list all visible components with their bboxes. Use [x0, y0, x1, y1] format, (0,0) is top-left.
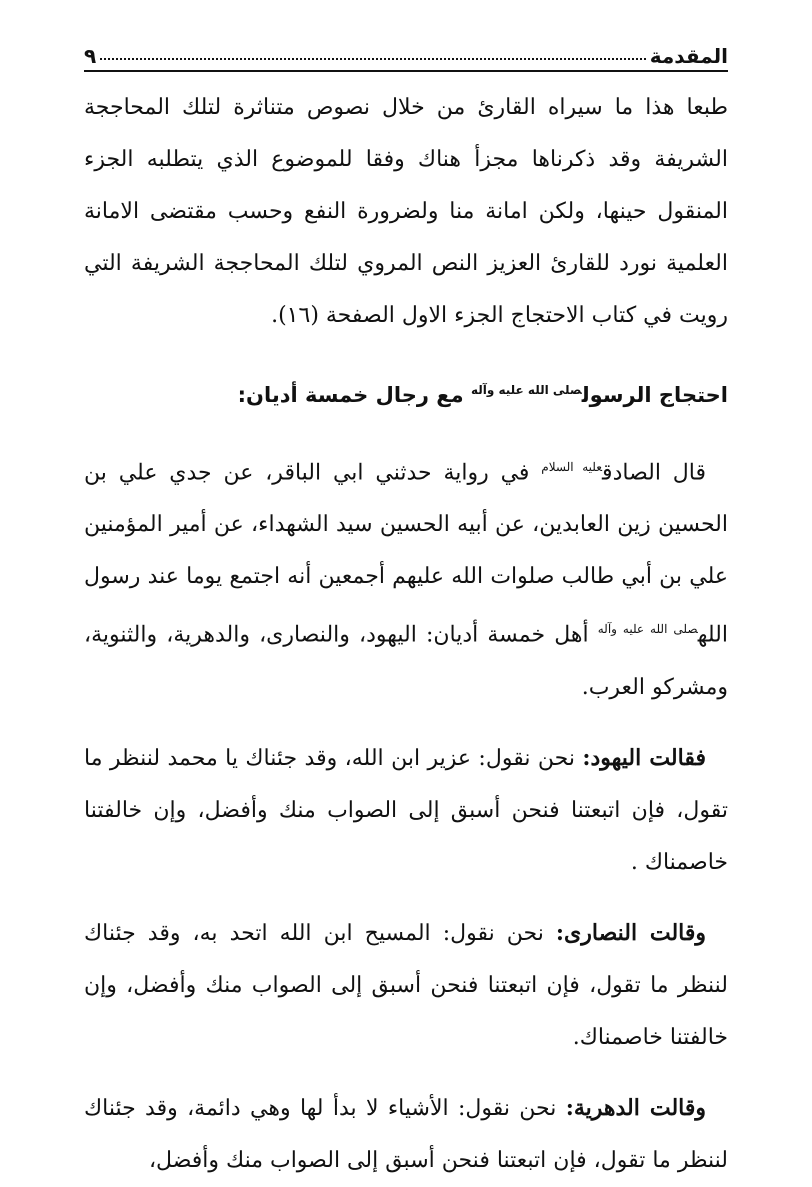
jews-lead: فقالت اليهود: [582, 744, 706, 771]
section-heading [84, 364, 728, 421]
heading-text-b: مع رجال خمسة أديان: [237, 383, 471, 407]
dahriya-text: نحن نقول: الأشياء لا بدأ لها وهي دائمة، وقد جئناك لننظر ما تقول، فإن اتبعتنا فنحن أسبق إلى الصواب منك وأفضل، [84, 1095, 728, 1173]
page-number: ٩ [84, 44, 97, 68]
body-text [84, 82, 728, 1187]
running-header [84, 28, 728, 68]
narration-b: في رواية حدثني ابي الباقر، عن جدي علي بن الحسين زين العابدين، عن أبيه الحسين سيد الشهداء، عن أمير المؤمنين علي بن أبي طالب صلوات الله عليهم أجمعين أنه اجتمع يوما عند رسول الله [84, 460, 728, 648]
dotted-leader [100, 58, 646, 60]
heading-text-a: احتجاج الرسول [581, 383, 728, 407]
christians-lead: وقالت النصارى: [555, 919, 706, 946]
jews-paragraph [84, 732, 728, 889]
narration-a: قال الصادق [602, 460, 706, 486]
header-rule [84, 70, 728, 72]
narration-paragraph [84, 441, 728, 714]
jews-text: نحن نقول: عزير ابن الله، وقد جئناك يا محمد لننظر ما تقول، فإن اتبعتنا فنحن أسبق إلى الصواب منك وأفضل، وإن خالفتنا خاصمناك . [84, 745, 728, 875]
christians-paragraph [84, 907, 728, 1064]
honorific-ligature: صلى الله عليه وآله [597, 622, 698, 637]
honorific-ligature: عليه السلام [541, 460, 603, 474]
narration-c: أهل خمسة أديان: اليهود، والنصارى، والدهرية، والثنوية، ومشركو العرب. [84, 622, 728, 700]
christians-text: نحن نقول: المسيح ابن الله اتحد به، وقد جئناك لننظر ما تقول، فإن اتبعتنا فنحن أسبق إلى الصواب منك وأفضل، وإن خالفتنا خاصمناك. [84, 920, 728, 1050]
dahriya-lead: وقالت الدهرية: [565, 1094, 706, 1121]
dahriya-paragraph [84, 1082, 728, 1187]
honorific-ligature: صلى الله عليه وآله [470, 383, 582, 397]
intro-paragraph: طبعا هذا ما سيراه القارئ من خلال نصوص متناثرة لتلك المحاججة الشريفة وقد ذكرناها مجزأ هناك وفقا للموضوع الذي يتطلبه الجزء المنقول حينها، ولكن امانة منا ولضرورة النفع وحسب مقتضى الامانة العلمية نورد للقارئ العزيز النص المروي لتلك المحاججة الشريفة التي رويت في كتاب الاحتجاج الجزء الاول الصفحة (١٦). [84, 95, 728, 328]
chapter-title: المقدمة [649, 44, 728, 68]
